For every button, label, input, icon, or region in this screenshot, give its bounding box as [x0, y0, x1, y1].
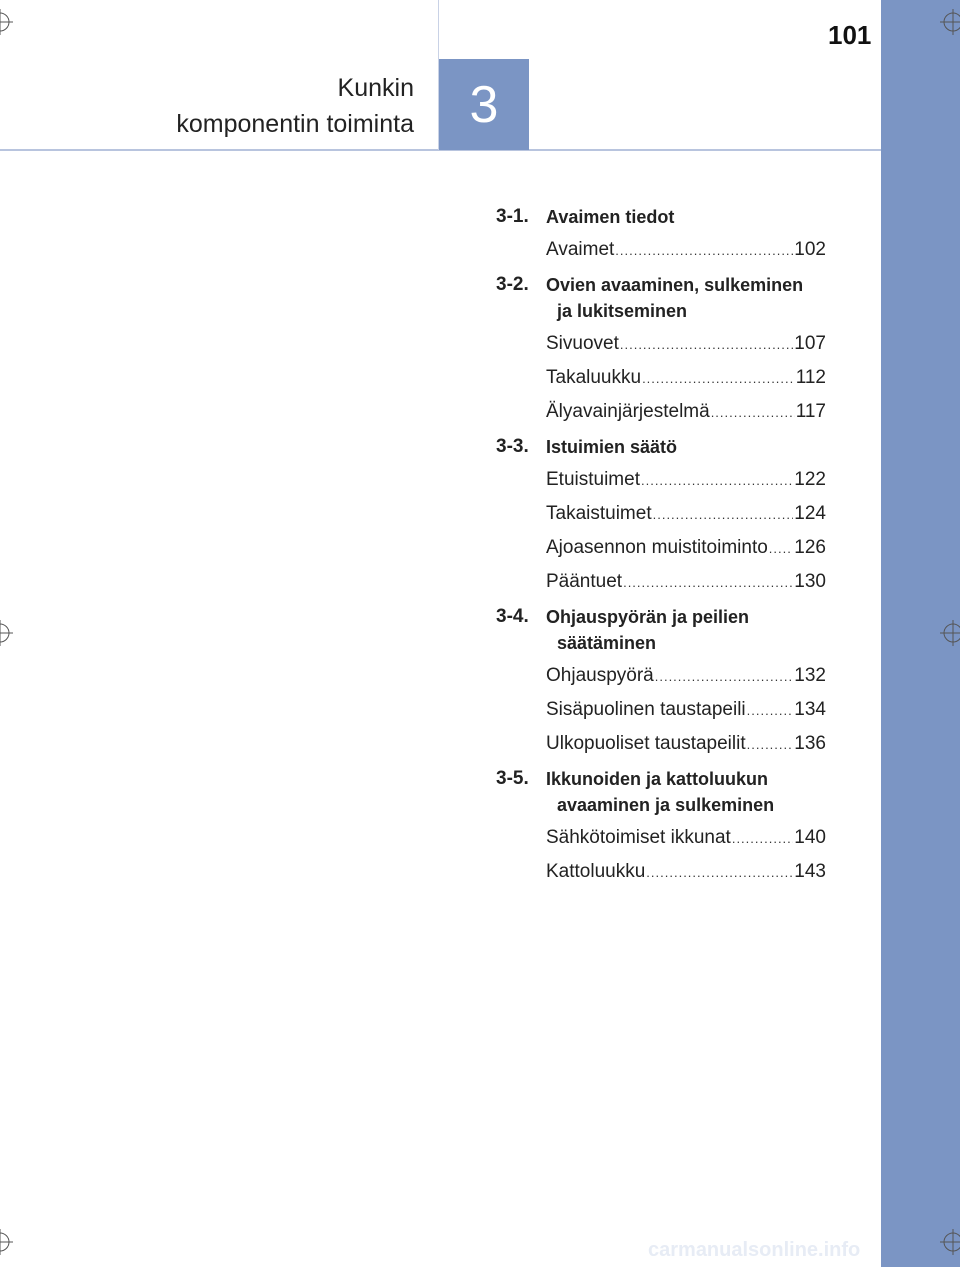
- toc-entry[interactable]: [546, 825, 826, 852]
- toc-entry[interactable]: [546, 663, 826, 690]
- section-title-line1: Ohjauspyörän ja peilien: [546, 607, 750, 627]
- dot-leader: [646, 860, 793, 886]
- watermark: carmanualsonline.info: [648, 1239, 861, 1261]
- chapter-number-badge: [439, 59, 529, 150]
- dot-leader: [711, 400, 795, 426]
- toc-entry-page: 107: [794, 333, 826, 354]
- toc-entry-page: 130: [794, 571, 826, 592]
- section-title: [546, 204, 826, 230]
- toc-entry[interactable]: [546, 399, 826, 426]
- toc-section-heading[interactable]: [496, 272, 826, 324]
- toc-entry-label: Älyavainjärjestelmä: [546, 401, 710, 422]
- toc-section-heading[interactable]: [496, 204, 826, 230]
- toc-entry-label: Sähkötoimiset ikkunat: [546, 827, 731, 848]
- section-title-line2: avaaminen ja sulkeminen: [557, 795, 775, 815]
- toc-entry-label: Kattoluukku: [546, 861, 646, 882]
- section-title-line1: Istuimien säätö: [546, 437, 678, 457]
- toc-entry-label: Takaistuimet: [546, 503, 652, 524]
- crop-mark-icon: [940, 9, 960, 35]
- section-title: [546, 272, 826, 324]
- toc-entry[interactable]: [546, 237, 826, 264]
- toc-entry[interactable]: [546, 331, 826, 358]
- section-number: 3-3.: [496, 436, 529, 457]
- toc-entry-page: 117: [795, 401, 826, 422]
- section-title-line1: Avaimen tiedot: [546, 207, 675, 227]
- section-number: 3-2.: [496, 274, 529, 295]
- toc-entry-label: Takaluukku: [546, 367, 642, 388]
- dot-leader: [623, 570, 793, 596]
- toc-entry[interactable]: [546, 569, 826, 596]
- section-title: [546, 604, 826, 656]
- crop-mark-icon: [0, 1229, 13, 1255]
- dot-leader: [747, 698, 794, 724]
- section-title-line1: Ovien avaaminen, sulkeminen: [546, 275, 804, 295]
- dot-leader: [620, 332, 793, 358]
- page-number: 101: [828, 20, 872, 50]
- toc-section-heading[interactable]: [496, 766, 826, 818]
- chapter-title: [176, 70, 414, 142]
- toc-entry-page: 132: [794, 665, 826, 686]
- toc-entry[interactable]: [546, 731, 826, 758]
- dot-leader: [615, 238, 793, 264]
- toc-entry[interactable]: [546, 535, 826, 562]
- toc-entry-page: 140: [794, 827, 826, 848]
- dot-leader: [655, 664, 794, 690]
- dot-leader: [732, 826, 793, 852]
- toc-entry[interactable]: [546, 697, 826, 724]
- toc-section-heading[interactable]: [496, 604, 826, 656]
- toc-entry-page: 134: [794, 699, 826, 720]
- section-title-line1: Ikkunoiden ja kattoluukun: [546, 769, 769, 789]
- toc-entry-page: 126: [794, 537, 826, 558]
- dot-leader: [641, 468, 793, 494]
- dot-leader: [747, 732, 794, 758]
- section-number: 3-5.: [496, 768, 529, 789]
- crop-mark-icon: [940, 620, 960, 646]
- section-title: [546, 434, 826, 460]
- toc-entry-page: 143: [794, 861, 826, 882]
- section-number: 3-4.: [496, 606, 529, 627]
- toc-entry-label: Sisäpuolinen taustapeili: [546, 699, 746, 720]
- chapter-title-line1: Kunkin: [337, 74, 414, 102]
- toc-entry-label: Etuistuimet: [546, 469, 640, 490]
- toc-entry[interactable]: [546, 467, 826, 494]
- crop-mark-icon: [0, 620, 13, 646]
- toc-entry-page: 124: [794, 503, 826, 524]
- toc-entry-label: Ajoasennon muistitoiminto: [546, 537, 768, 558]
- section-title-line2: ja lukitseminen: [557, 301, 688, 321]
- toc-entry[interactable]: [546, 365, 826, 392]
- dot-leader: [653, 502, 794, 528]
- dot-leader: [642, 366, 795, 392]
- toc-entry[interactable]: [546, 859, 826, 886]
- toc-entry-page: 122: [794, 469, 826, 490]
- toc-section-heading[interactable]: [496, 434, 826, 460]
- toc-entry-page: 136: [794, 733, 826, 754]
- section-title-line2: säätäminen: [557, 633, 657, 653]
- table-of-contents: [496, 204, 826, 886]
- toc-entry-page: 102: [794, 239, 826, 260]
- section-number: 3-1.: [496, 206, 529, 227]
- toc-entry[interactable]: [546, 501, 826, 528]
- toc-entry-label: Ulkopuoliset taustapeilit: [546, 733, 746, 754]
- crop-mark-icon: [0, 9, 13, 35]
- toc-entry-label: Avaimet: [546, 239, 615, 260]
- chapter-title-line2: komponentin toiminta: [176, 110, 414, 138]
- section-title: [546, 766, 826, 818]
- toc-entry-page: 112: [795, 367, 826, 388]
- toc-entry-label: Pääntuet: [546, 571, 623, 592]
- dot-leader: [769, 536, 794, 562]
- chapter-number: 3: [469, 75, 499, 134]
- crop-mark-icon: [940, 1229, 960, 1255]
- toc-entry-label: Ohjauspyörä: [546, 665, 654, 686]
- toc-entry-label: Sivuovet: [546, 333, 619, 354]
